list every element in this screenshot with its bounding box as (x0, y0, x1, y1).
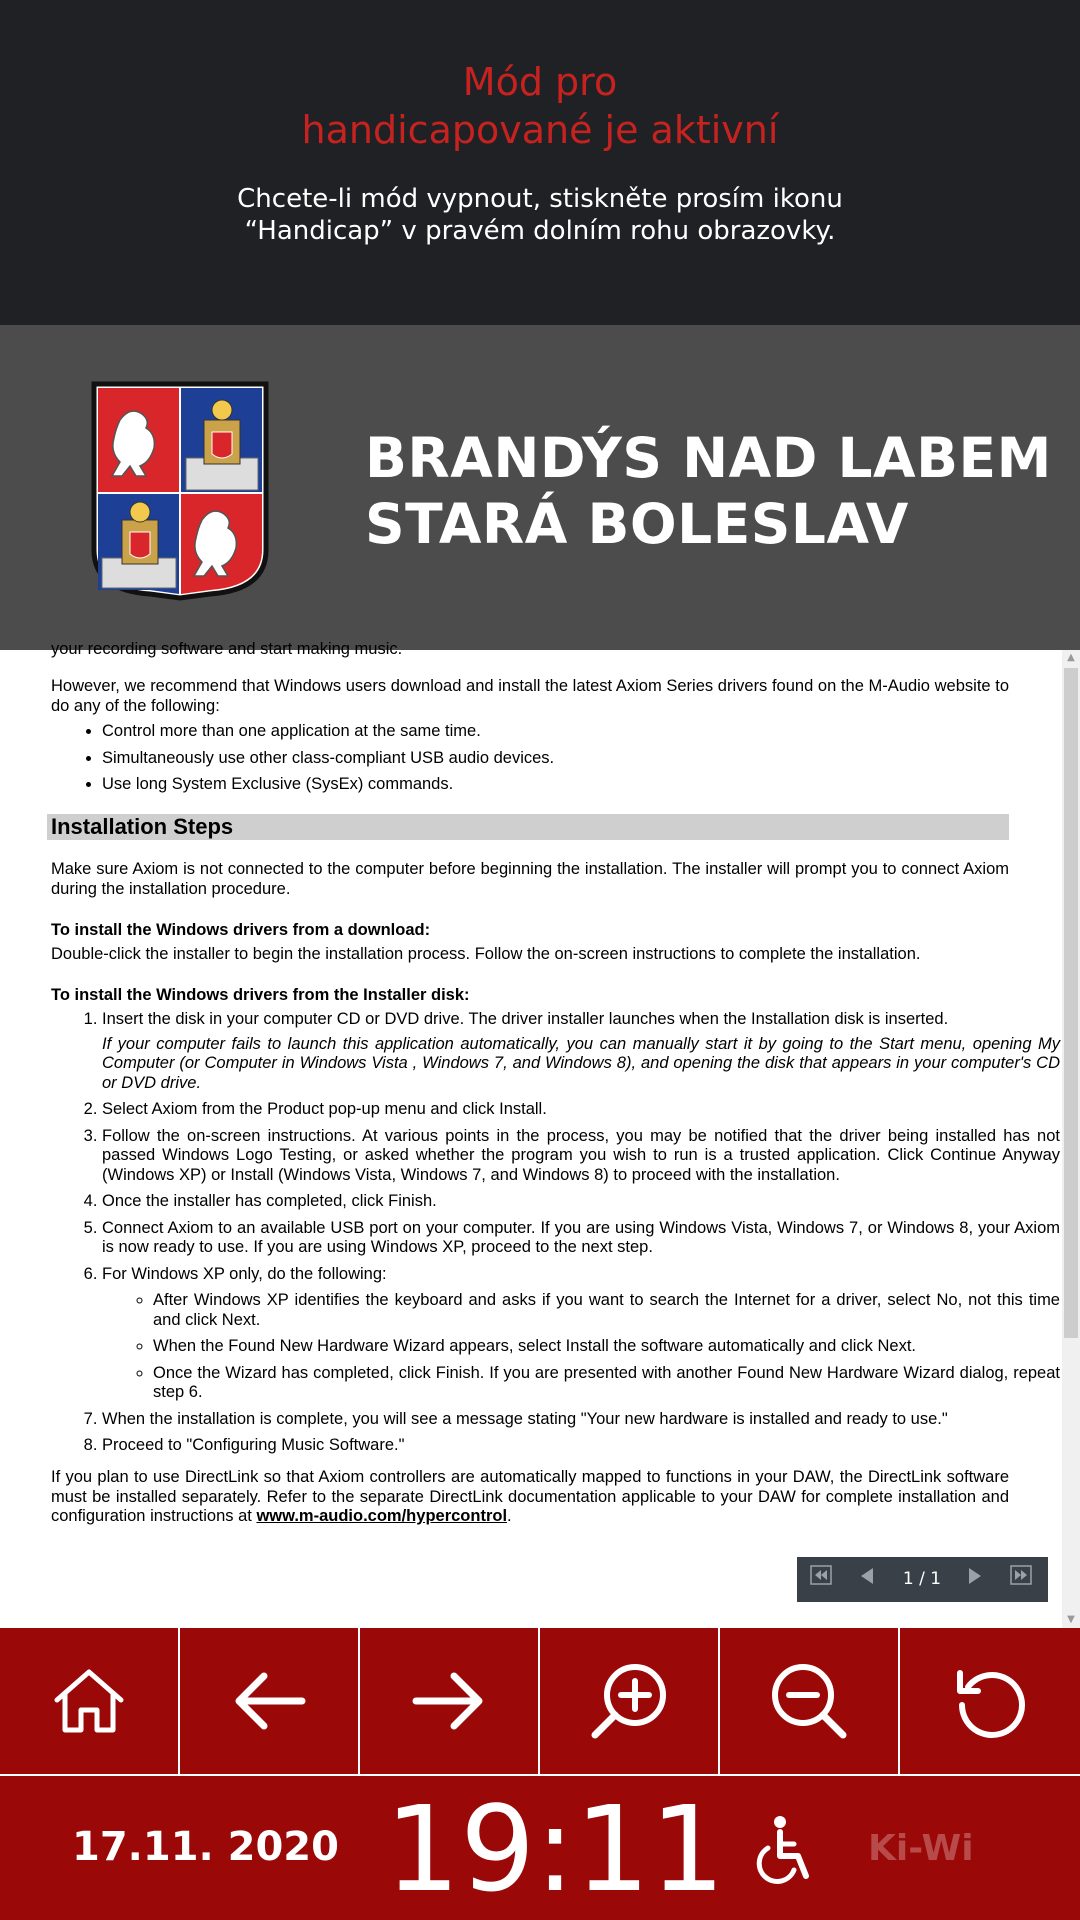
step-item: 8. Proceed to "Configuring Music Software." (102, 1436, 1060, 1456)
scrollbar-thumb[interactable] (1064, 668, 1078, 1338)
step-note: If your computer fails to launch this application automatically, you can manually start it by going to the Start menu, opening My Computer (or Computer in Windows Vista , Windows 7, and Windows 8), and opening the disk that appears in your computer's CD or DVD drive. (102, 1034, 1060, 1092)
accessibility-banner (0, 0, 1080, 325)
home-icon (51, 1666, 127, 1736)
step-item: 7. When the installation is complete, you will see a message stating "Your new hardware is installed and ready to use." (102, 1410, 1060, 1430)
reload-button[interactable] (900, 1628, 1080, 1774)
first-page-icon[interactable] (801, 1557, 841, 1602)
list-item: • Control more than one application at the same time. (102, 722, 1060, 742)
step-item (102, 1265, 1060, 1403)
step-text: For Windows XP only, do the following: (102, 1264, 387, 1283)
zoom-in-button[interactable] (540, 1628, 720, 1774)
list-item: • Use long System Exclusive (SysEx) commands. (102, 775, 1060, 795)
paragraph-make-sure: Make sure Axiom is not connected to the computer before beginning the installation. The installer will prompt you to connect Axiom during the installation procedure. (51, 860, 1009, 898)
home-button[interactable] (0, 1628, 180, 1774)
step-text: Insert the disk in your computer CD or DVD drive. The driver installer launches when the Installation disk is inserted. (102, 1010, 949, 1028)
list-item: ◦ After Windows XP identifies the keyboard and asks if you want to search the Internet for a driver, select No, not this time and click Next. (153, 1291, 1060, 1330)
page-navigator (797, 1557, 1048, 1602)
section-heading: Installation Steps (47, 814, 1009, 840)
banner-title-line2: handicapované je aktivní (301, 108, 779, 152)
page-indicator (892, 1557, 952, 1602)
document-scrollbar[interactable] (1062, 650, 1080, 1628)
banner-title-line1: Mód pro (462, 60, 618, 104)
scroll-up-icon[interactable]: ▲ (1067, 652, 1075, 663)
kiwi-logo: Ki-Wi (868, 1828, 974, 1869)
coat-of-arms-icon (90, 380, 270, 600)
city-name-line2: STARÁ BOLESLAV (365, 492, 909, 556)
directlink-text: If you plan to use DirectLink so that Axiom controllers are automatically mapped to functions in your DAW, the DirectLink software must be installed separately. Refer to the separate DirectLink documentation applicable to your DAW for complete installation and configuration instructions at (51, 1468, 1009, 1525)
banner-title (0, 58, 1080, 154)
forward-arrow-icon (412, 1670, 486, 1732)
hypercontrol-link[interactable]: www.m-audio.com/hypercontrol (256, 1507, 508, 1525)
list-item: • Simultaneously use other class-compliant USB audio devices. (102, 749, 1060, 769)
banner-subtitle (0, 183, 1080, 247)
banner-subtitle-line1: Chcete-li mód vypnout, stiskněte prosím ikonu (237, 184, 843, 214)
download-heading: To install the Windows drivers from a download: (51, 921, 431, 939)
next-page-icon[interactable] (955, 1557, 995, 1602)
paragraph-recommend: However, we recommend that Windows users download and install the latest Axiom Series drivers found on the M-Audio website to do any of the following: (51, 677, 1009, 715)
pdf-document-viewer[interactable] (0, 640, 1062, 1628)
prev-page-icon[interactable] (847, 1557, 887, 1602)
back-button[interactable] (180, 1628, 360, 1774)
clock-display: 19:11 (385, 1780, 726, 1918)
city-name (365, 425, 1052, 557)
step-item: 3. Follow the on-screen instructions. At various points in the process, you may be notified that the driver being installed has not passed Windows Logo Testing, or asked whether the program you wish to run is a trusted application. Click Continue Anyway (Windows XP) or Install (Windows Vista, Windows 7, and Windows 8) to proceed with the installation. (102, 1127, 1060, 1186)
page-current: 1 (902, 1569, 914, 1589)
step-item: 4. Once the installer has completed, click Finish. (102, 1192, 1060, 1212)
banner-subtitle-line2: “Handicap” v pravém dolním rohu obrazovky. (244, 216, 836, 246)
download-text: Double-click the installer to begin the installation process. Follow the on-screen instructions to complete the installation. (51, 945, 921, 963)
last-page-icon[interactable] (1001, 1557, 1041, 1602)
link-after: . (507, 1507, 512, 1525)
paragraph-directlink (51, 1468, 1009, 1527)
city-name-line1: BRANDÝS NAD LABEM (365, 426, 1052, 490)
cut-off-line: your recording software and start making music. (51, 640, 403, 658)
step-item (102, 1010, 1060, 1093)
list-item: ◦ Once the Wizard has completed, click Finish. If you are presented with another Found New Hardware Wizard dialog, repeat step 6. (153, 1364, 1060, 1403)
disk-heading: To install the Windows drivers from the Installer disk: (51, 986, 470, 1004)
page-separator: / (919, 1569, 925, 1589)
zoom-out-button[interactable] (720, 1628, 900, 1774)
forward-button[interactable] (360, 1628, 540, 1774)
date-display: 17.11. 2020 (72, 1824, 339, 1870)
back-arrow-icon (232, 1670, 306, 1732)
zoom-out-icon (769, 1661, 849, 1741)
features-list (51, 722, 1060, 802)
zoom-in-icon (589, 1661, 669, 1741)
reload-icon (954, 1665, 1026, 1737)
step-item: 5. Connect Axiom to an available USB port on your computer. If you are using Windows Vista, Windows 7, or Windows 8, your Axiom is now ready to use. If you are using Windows XP, proceed to the next step. (102, 1219, 1060, 1258)
scroll-down-icon[interactable]: ▼ (1067, 1614, 1075, 1625)
wheelchair-icon[interactable] (750, 1814, 820, 1884)
xp-bullets (102, 1291, 1060, 1403)
install-steps-list (51, 1010, 1060, 1463)
status-footer (0, 1774, 1080, 1920)
page-total: 1 (930, 1569, 942, 1589)
navigation-toolbar (0, 1628, 1080, 1774)
list-item: ◦ When the Found New Hardware Wizard appears, select Install the software automatically and click Next. (153, 1337, 1060, 1357)
step-item: 2. Select Axiom from the Product pop-up menu and click Install. (102, 1100, 1060, 1120)
